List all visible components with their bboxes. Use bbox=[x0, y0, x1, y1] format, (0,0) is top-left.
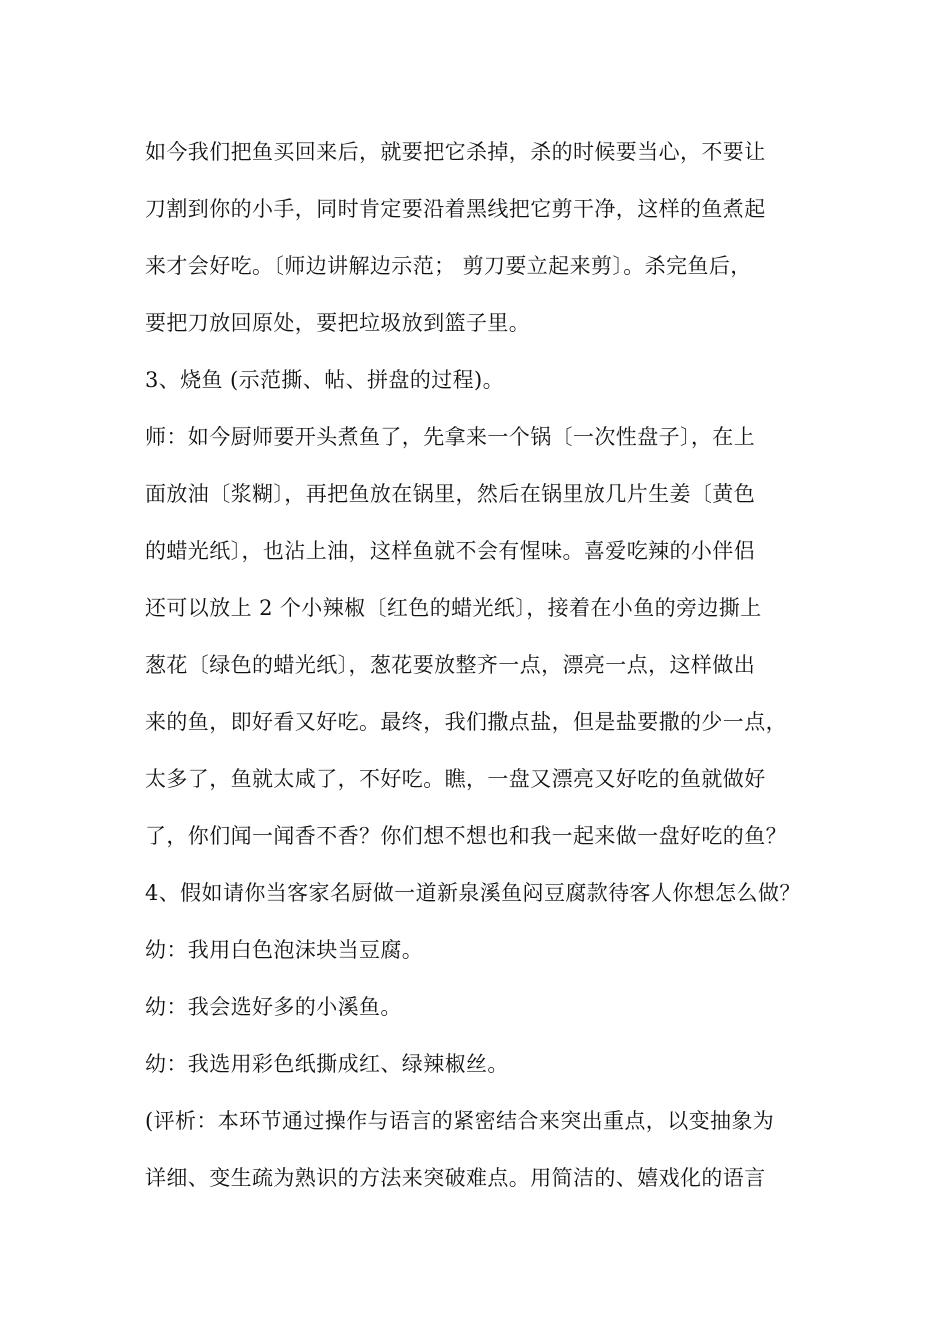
text-line: 的蜡光纸〕，也沾上油，这样鱼就不会有惺味。喜爱吃辣的小伴侣 bbox=[145, 539, 756, 563]
text-line: 来的鱼，即好看又好吃。最终，我们撒点盐，但是盐要撒的少一点， bbox=[145, 710, 787, 734]
text-line: 师：如今厨师要开头煮鱼了，先拿来一个锅〔一次性盘子〕，在上 bbox=[145, 425, 756, 449]
text-line: 幼：我会选好多的小溪鱼。 bbox=[145, 995, 402, 1019]
text-line: (评析：本环节通过操作与语言的紧密结合来突出重点，以变抽象为 bbox=[145, 1109, 775, 1133]
text-line: 刀割到你的小手，同时肯定要沿着黑线把它剪干净，这样的鱼煮起 bbox=[145, 197, 766, 221]
text-line: 幼：我选用彩色纸撕成红、绿辣椒丝。 bbox=[145, 1052, 509, 1076]
text-line: 4、假如请你当客家名厨做一道新泉溪鱼闷豆腐款待客人你想怎么做？ bbox=[145, 881, 801, 905]
text-line: 还可以放上 2 个小辣椒〔红色的蜡光纸〕，接着在小鱼的旁边撕上 bbox=[145, 596, 762, 620]
text-line: 要把刀放回原处，要把垃圾放到篮子里。 bbox=[145, 311, 531, 335]
text-line: 详细、变生疏为熟识的方法来突破难点。用简洁的、嬉戏化的语言 bbox=[145, 1166, 766, 1190]
text-line: 葱花〔绿色的蜡光纸〕，葱花要放整齐一点，漂亮一点，这样做出 bbox=[145, 653, 756, 677]
text-line: 了，你们闻一闻香不香？你们想不想也和我一起来做一盘好吃的鱼？ bbox=[145, 824, 787, 848]
text-line: 幼：我用白色泡沫块当豆腐。 bbox=[145, 938, 424, 962]
text-line: 面放油〔浆糊〕，再把鱼放在锅里，然后在锅里放几片生姜〔黄色 bbox=[145, 482, 756, 506]
text-line: 太多了，鱼就太咸了，不好吃。瞧，一盘又漂亮又好吃的鱼就做好 bbox=[145, 767, 766, 791]
text-line: 如今我们把鱼买回来后，就要把它杀掉，杀的时候要当心，不要让 bbox=[145, 140, 766, 164]
text-line: 3、烧鱼 (示范撕、帖、拼盘的过程)。 bbox=[145, 368, 505, 392]
text-line: 来才会好吃。〔师边讲解边示范； 剪刀要立起来剪〕。杀完鱼后， bbox=[145, 254, 752, 278]
